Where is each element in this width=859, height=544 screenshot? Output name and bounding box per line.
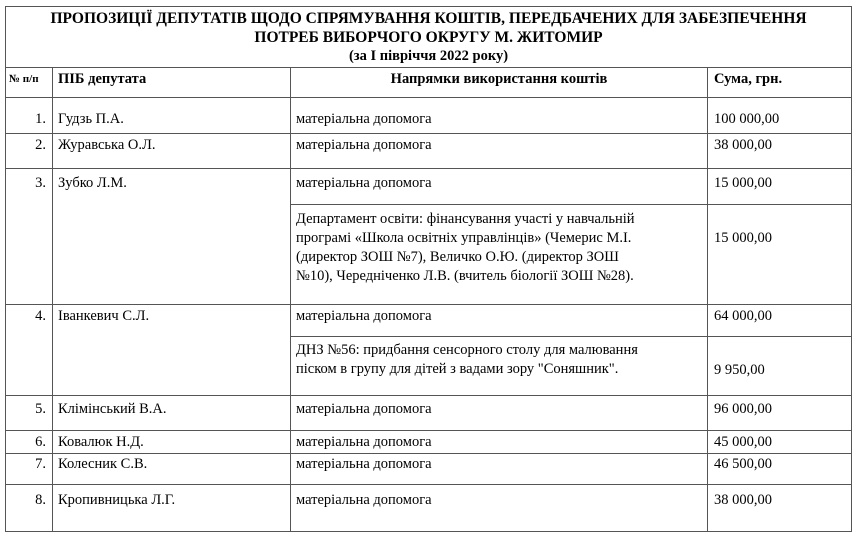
header-row — [6, 68, 852, 98]
table-row — [6, 98, 852, 134]
row-direction: матеріальна допомога — [291, 431, 708, 454]
row-direction: матеріальна допомога — [291, 396, 708, 431]
row-name: Колесник С.В. — [53, 454, 291, 485]
row-no: 4. — [6, 305, 53, 396]
header-name: ПІБ депутата — [53, 68, 291, 98]
header-no: № п/п — [6, 68, 53, 98]
row-name: Гудзь П.А. — [53, 98, 291, 134]
detail-line: Департамент освіти: фінансування участі у навчальній — [296, 211, 635, 227]
detail-line: №10), Чередніченко Л.В. (вчитель біології ЗОШ №28). — [296, 268, 634, 284]
table-row — [6, 454, 852, 485]
document-page — [5, 6, 851, 536]
row-no: 7. — [6, 454, 53, 485]
row-no: 5. — [6, 396, 53, 431]
row-sum: 38 000,00 — [708, 485, 852, 532]
row-sum: 9 950,00 — [708, 337, 852, 396]
header-sum: Сума, грн. — [708, 68, 852, 98]
row-direction: матеріальна допомога — [291, 134, 708, 169]
title-line-3: (за І півріччя 2022 року) — [348, 48, 509, 64]
detail-line: ДНЗ №56: придбання сенсорного столу для малювання — [296, 342, 638, 358]
title-line-1: ПРОПОЗИЦІЇ ДЕПУТАТІВ ЩОДО СПРЯМУВАННЯ КОШТІВ, ПЕРЕДБАЧЕНИХ ДЛЯ ЗАБЕЗПЕЧЕННЯ — [50, 10, 807, 27]
detail-line: програмі «Школа освітніх управлінців» (Чемерис М.І. — [296, 230, 632, 246]
row-sum: 15 000,00 — [708, 205, 852, 305]
row-no: 2. — [6, 134, 53, 169]
detail-line: (директор ЗОШ №7), Величко О.Ю. (директор ЗОШ — [296, 249, 619, 265]
header-direction: Напрямки використання коштів — [291, 68, 708, 98]
detail-line: піском в групу для дітей з вадами зору "Соняшник". — [296, 361, 619, 377]
row-no: 1. — [6, 98, 53, 134]
table-row — [6, 134, 852, 169]
table-row — [6, 169, 852, 205]
row-direction: матеріальна допомога — [291, 98, 708, 134]
row-sum: 100 000,00 — [708, 98, 852, 134]
row-name: Клімінський В.А. — [53, 396, 291, 431]
row-name: Журавська О.Л. — [53, 134, 291, 169]
row-sum: 15 000,00 — [708, 169, 852, 205]
row-name: Ковалюк Н.Д. — [53, 431, 291, 454]
row-direction: матеріальна допомога — [291, 454, 708, 485]
table-row — [6, 431, 852, 454]
row-name: Кропивницька Л.Г. — [53, 485, 291, 532]
row-sum: 64 000,00 — [708, 305, 852, 337]
table-row — [6, 305, 852, 337]
row-no: 3. — [6, 169, 53, 305]
title-row — [6, 7, 852, 68]
row-sum: 38 000,00 — [708, 134, 852, 169]
row-direction-detail — [291, 205, 708, 305]
table-row — [6, 485, 852, 532]
deputies-proposals-table — [5, 6, 852, 532]
table-row — [6, 396, 852, 431]
row-no: 8. — [6, 485, 53, 532]
row-sum: 46 500,00 — [708, 454, 852, 485]
row-direction: матеріальна допомога — [291, 169, 708, 205]
table-title — [6, 7, 852, 68]
row-sum: 96 000,00 — [708, 396, 852, 431]
row-no: 6. — [6, 431, 53, 454]
row-name: Зубко Л.М. — [53, 169, 291, 305]
row-direction-detail — [291, 337, 708, 396]
row-name: Іванкевич С.Л. — [53, 305, 291, 396]
row-direction: матеріальна допомога — [291, 305, 708, 337]
row-direction: матеріальна допомога — [291, 485, 708, 532]
title-line-2: ПОТРЕБ ВИБОРЧОГО ОКРУГУ М. ЖИТОМИР — [254, 29, 603, 46]
row-sum: 45 000,00 — [708, 431, 852, 454]
